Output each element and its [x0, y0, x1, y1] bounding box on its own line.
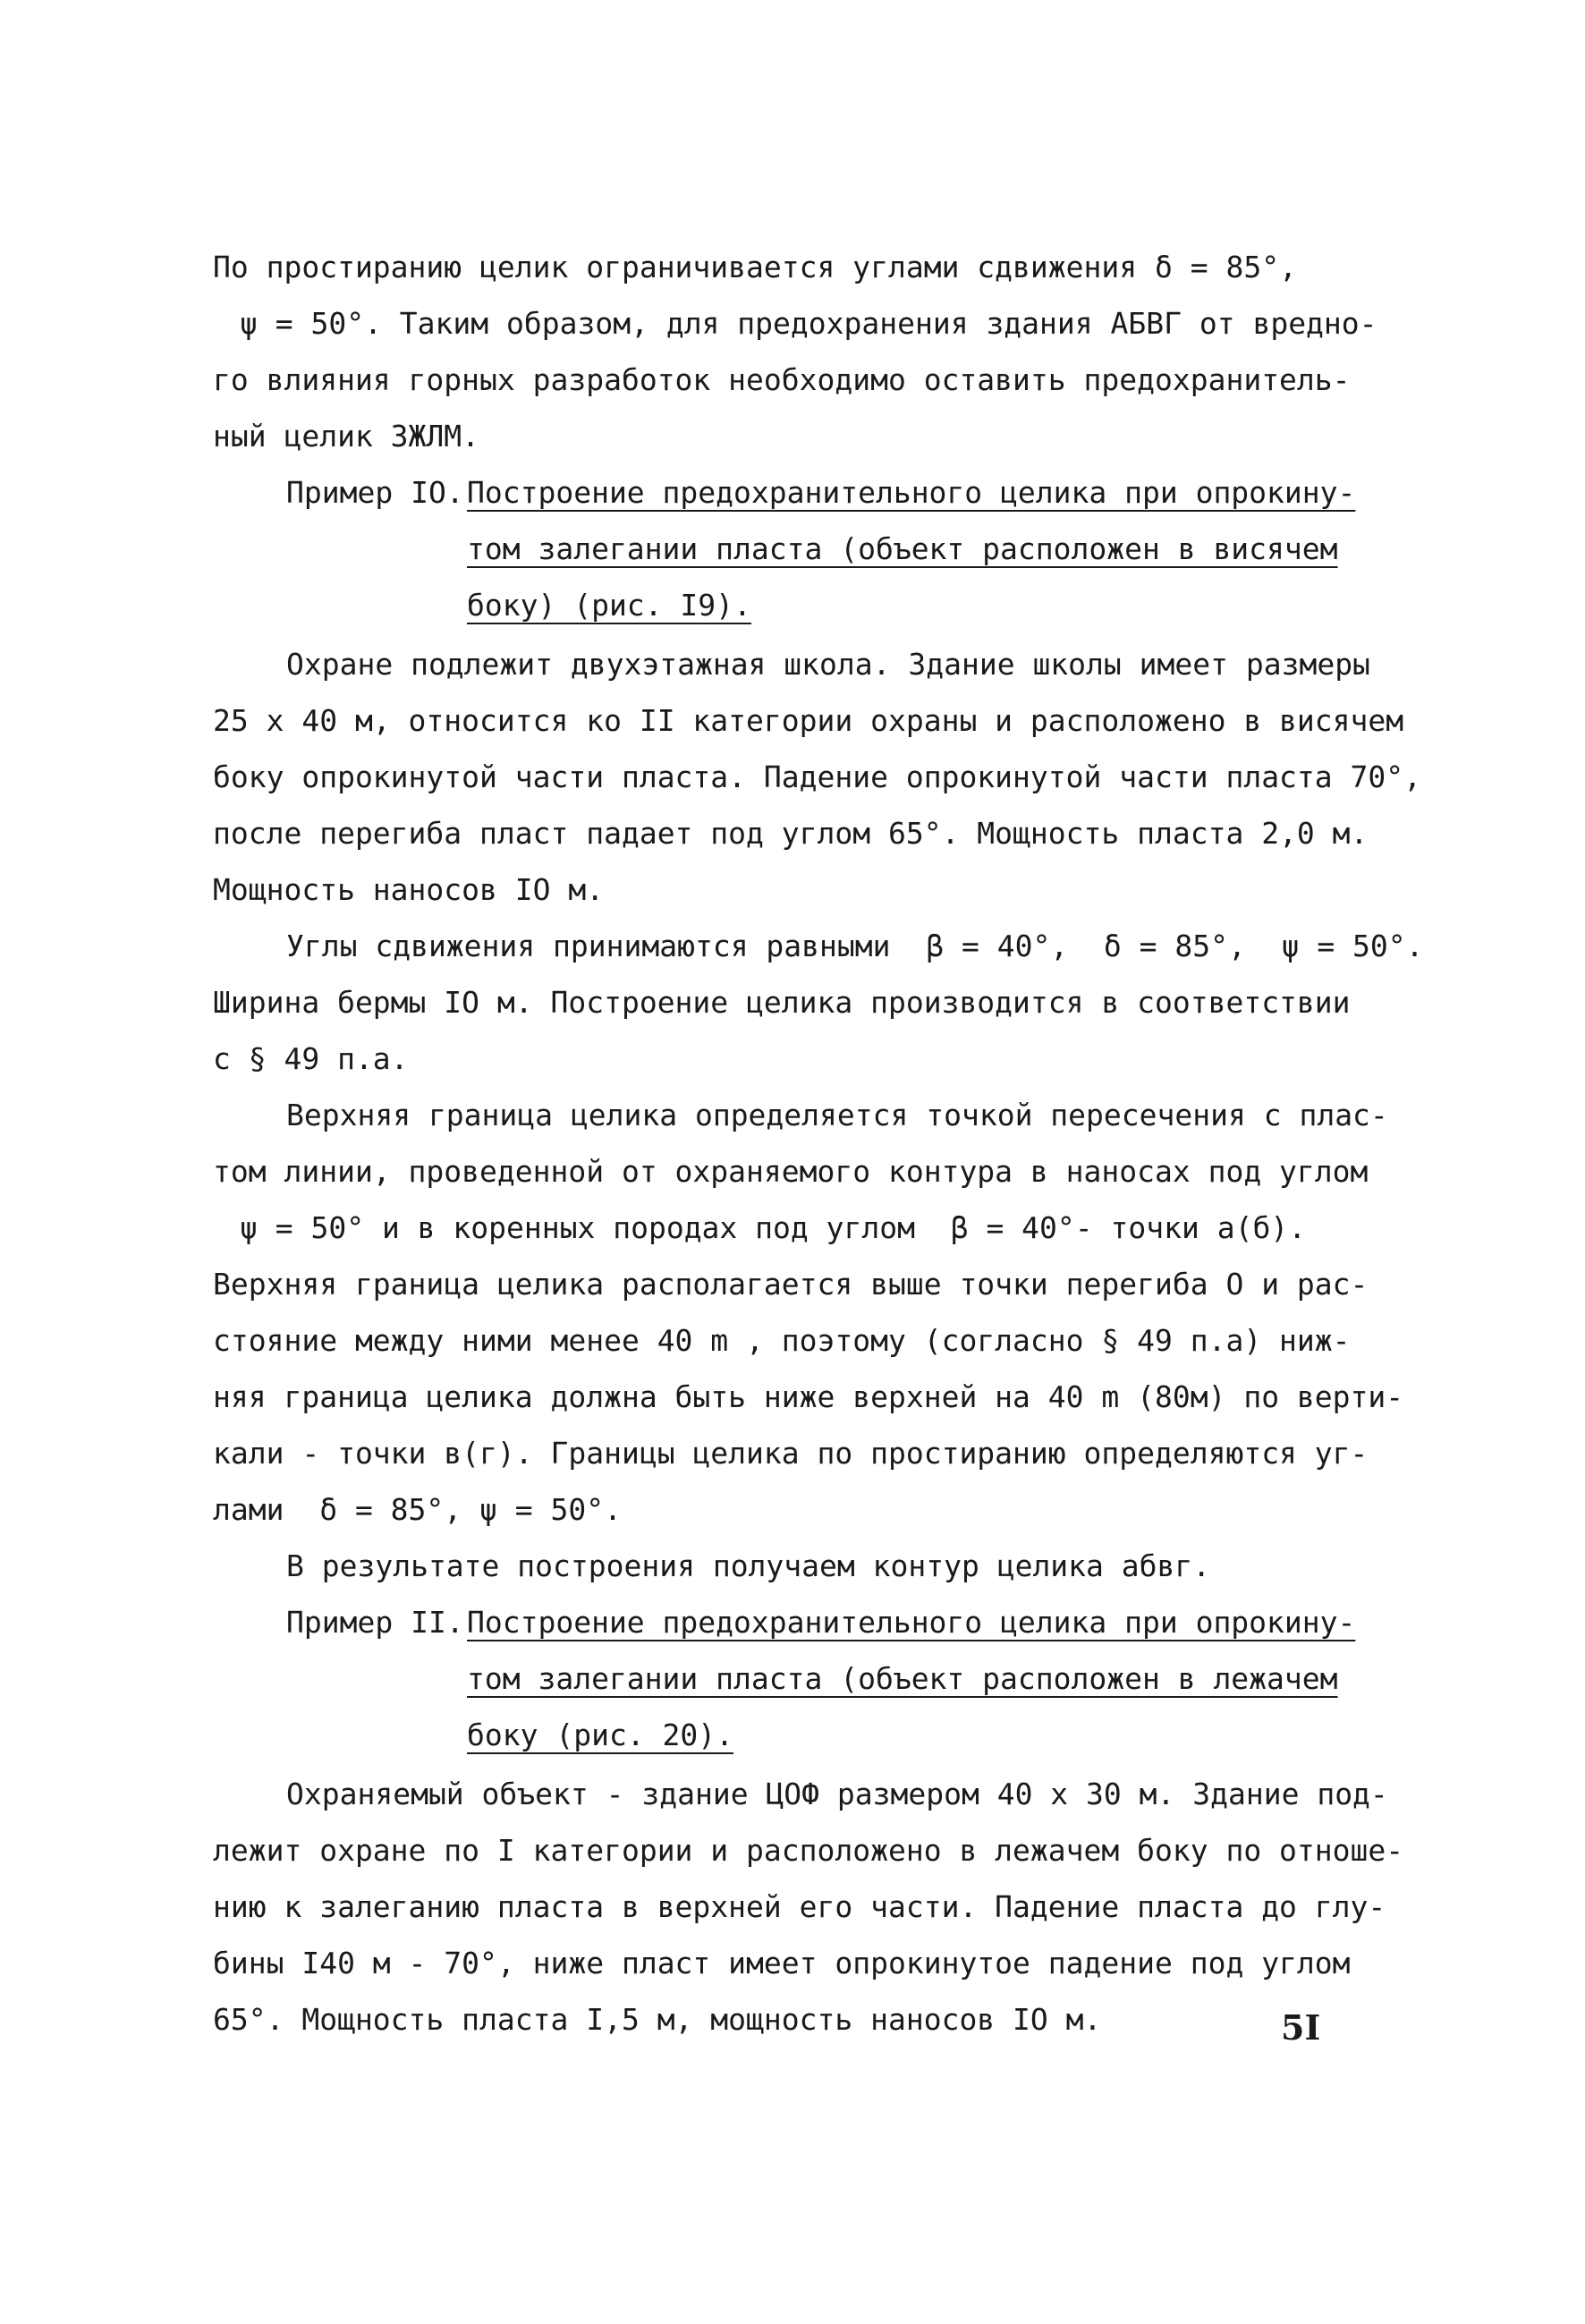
example-heading: Построение предохранительного целика при опрокину-	[467, 1605, 1356, 1640]
text-line: бины I40 м - 70°, ниже пласт имеет опрокинутое падение под углом	[213, 1946, 1351, 1980]
example-heading: том залегании пласта (объект расположен в лежачем	[467, 1661, 1338, 1696]
example-heading: Построение предохранительного целика при опрокину-	[467, 475, 1356, 510]
text-line: ψ = 50° и в коренных породах под углом β = 40°- точки а(б).	[240, 1210, 1307, 1245]
text-line: Углы сдвижения принимаются равными β = 40°, δ = 85°, ψ = 50°.	[286, 929, 1424, 963]
text-line: лами δ = 85°, ψ = 50°.	[213, 1492, 622, 1527]
example-label: Пример II.	[286, 1605, 482, 1640]
text-line: лежит охране по I категории и расположено в лежачем боку по отноше-	[213, 1833, 1404, 1868]
example-heading: боку (рис. 20).	[467, 1718, 734, 1752]
text-line: Охраняемый объект - здание ЦОФ размером 40 х 30 м. Здание под-	[286, 1777, 1388, 1811]
text-line: Охране подлежит двухэтажная школа. Здание школы имеет размеры	[286, 647, 1370, 682]
text-line: В результате построения получаем контур целика абвг.	[286, 1548, 1211, 1583]
example-heading: том залегании пласта (объект расположен в висячем	[467, 531, 1338, 566]
text-line: стояние между ними менее 40 m , поэтому (согласно § 49 п.а) ниж-	[213, 1323, 1351, 1358]
text-line: Верхняя граница целика определяется точкой пересечения с плас-	[286, 1098, 1388, 1132]
text-line: ный целик ЗЖЛМ.	[213, 419, 480, 454]
text-line: с § 49 п.а.	[213, 1041, 409, 1076]
text-line: кали - точки в(г). Границы целика по простиранию определяются уг-	[213, 1436, 1369, 1471]
text-line: том линии, проведенной от охраняемого контура в наносах под углом	[213, 1154, 1369, 1189]
text-line: боку опрокинутой части пласта. Падение опрокинутой части пласта 70°,	[213, 759, 1422, 794]
page-number: 5I	[1281, 2007, 1321, 2048]
text-line: го влияния горных разработок необходимо оставить предохранитель-	[213, 362, 1351, 397]
example-heading: боку) (рис. I9).	[467, 588, 751, 623]
text-line: Мощность наносов IO м.	[213, 872, 605, 907]
text-line: няя граница целика должна быть ниже верхней на 40 m (80м) по верти-	[213, 1379, 1404, 1414]
example-label: Пример IO.	[286, 475, 482, 510]
text-line: 65°. Мощность пласта I,5 м, мощность наносов IO м.	[213, 2002, 1102, 2037]
text-line: Верхняя граница целика располагается выше точки перегиба О и рас-	[213, 1267, 1369, 1302]
text-line: ψ = 50°. Таким образом, для предохранения здания АБВГ от вредно-	[240, 306, 1377, 341]
text-line: нию к залеганию пласта в верхней его части. Падение пласта до глу-	[213, 1889, 1386, 1924]
text-line: Ширина бермы IO м. Построение целика производится в соответствии	[213, 985, 1351, 1020]
text-line: после перегиба пласт падает под углом 65°. Мощность пласта 2,0 м.	[213, 816, 1369, 851]
text-line: 25 х 40 м, относится ко II категории охраны и расположено в висячем	[213, 703, 1404, 738]
text-line: По простиранию целик ограничивается углами сдвижения δ = 85°,	[213, 250, 1297, 284]
